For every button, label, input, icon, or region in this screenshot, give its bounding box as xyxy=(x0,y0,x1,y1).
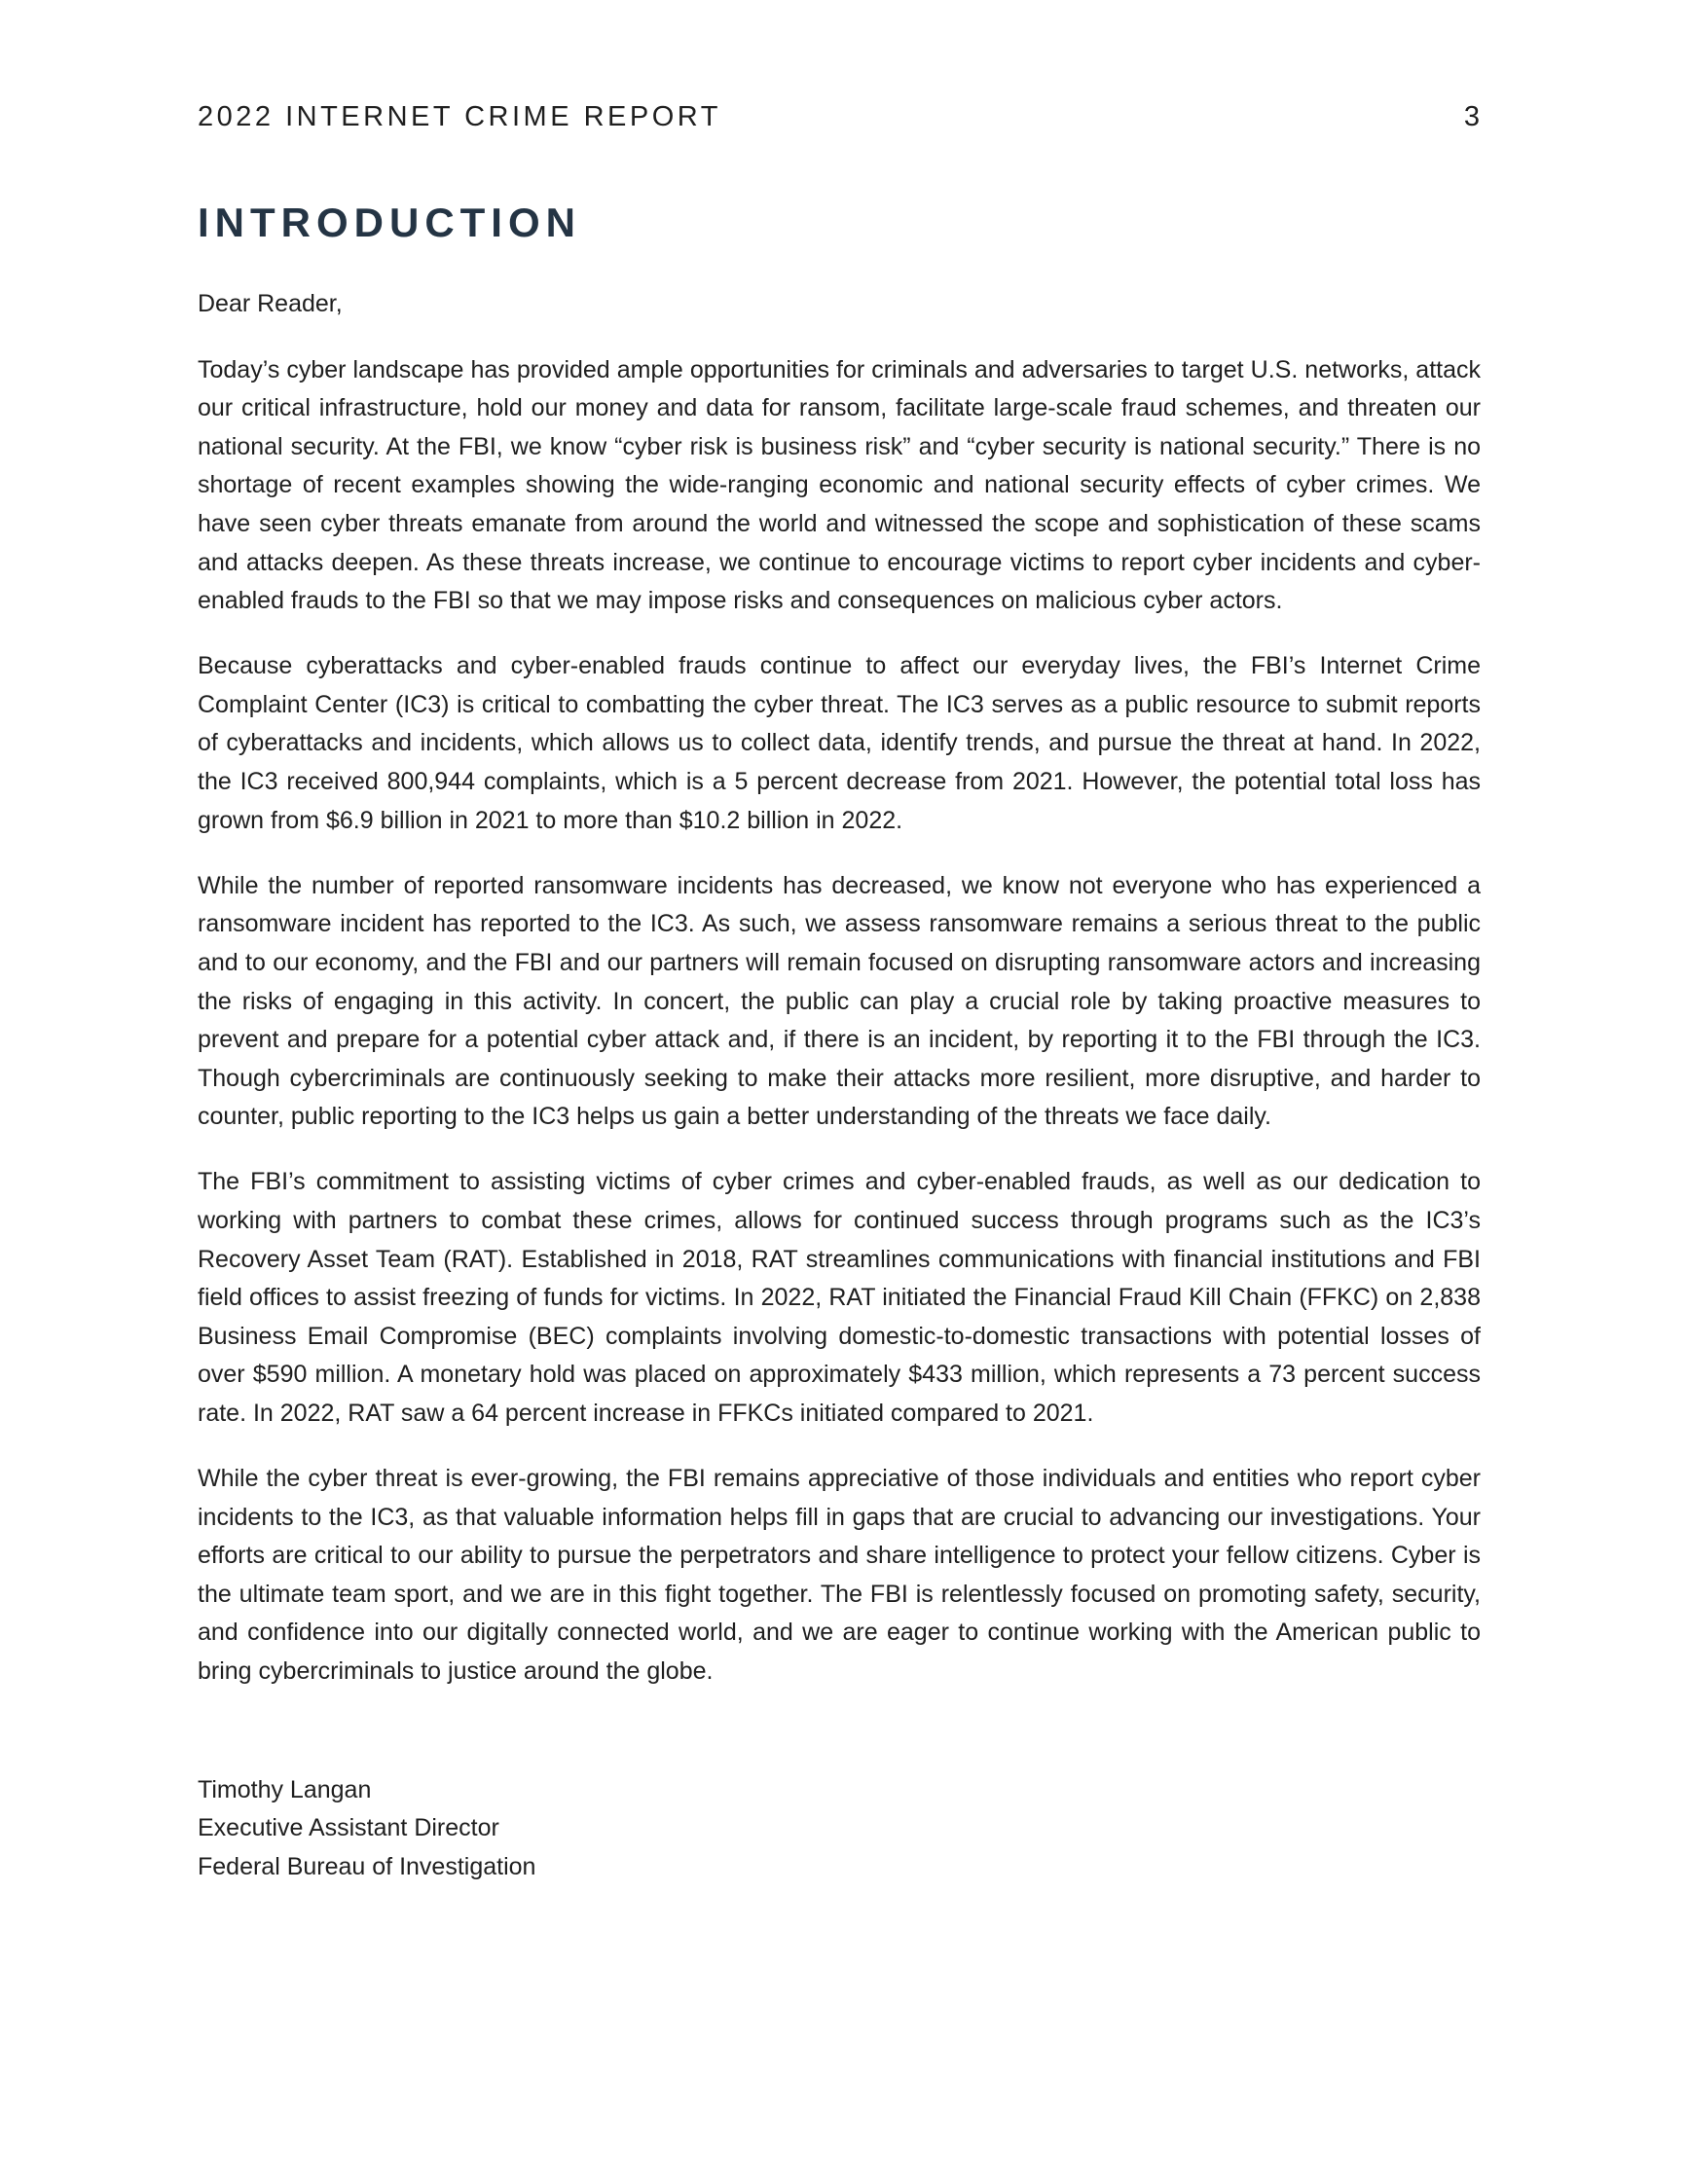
page-number: 3 xyxy=(1463,101,1480,132)
letter-body xyxy=(198,285,1481,1886)
signatory-title: Executive Assistant Director xyxy=(198,1814,499,1842)
section-title: INTRODUCTION xyxy=(198,200,581,245)
running-header xyxy=(198,101,1480,133)
paragraph: The FBI’s commitment to assisting victims of cyber crimes and cyber-enabled frauds, as well as our dedication to working with partners to combat these crimes, allows for continued success through programs such as the IC3’s Recovery Asset Team (RAT). Established in 2018, RAT streamlines communications with financial institutions and FBI field offices to assist freezing of funds for victims. In 2022, RAT initiated the Financial Fraud Kill Chain (FFKC) on 2,838 Business Email Compromise (BEC) complaints involving domestic-to-domestic transactions with potential losses of over $590 million. A monetary hold was placed on approximately $433 million, which represents a 73 percent success rate. In 2022, RAT saw a 64 percent increase in FFKCs initiated compared to 2021. xyxy=(198,1168,1481,1427)
paragraph: Today’s cyber landscape has provided ample opportunities for criminals and adversaries to target U.S. networks, attack our critical infrastructure, hold our money and data for ransom, facilitate large-scale fraud schemes, and threaten our national security. At the FBI, we know “cyber risk is business risk” and “cyber security is national security.” There is no shortage of recent examples showing the wide-ranging economic and national security effects of cyber crimes. We have seen cyber threats emanate from around the world and witnessed the scope and sophistication of these scams and attacks deepen. As these threats increase, we continue to encourage victims to report cyber incidents and cyber-enabled frauds to the FBI so that we may impose risks and consequences on malicious cyber actors. xyxy=(198,355,1481,615)
paragraph: While the number of reported ransomware incidents has decreased, we know not everyone who has experienced a ransomware incident has reported to the IC3. As such, we assess ransomware remains a serious threat to the public and to our economy, and the FBI and our partners will remain focused on disrupting ransomware actors and increasing the risks of engaging in this activity. In concert, the public can play a crucial role by taking proactive measures to prevent and prepare for a potential cyber attack and, if there is an incident, by reporting it to the FBI through the IC3. Though cybercriminals are continuously seeking to make their attacks more resilient, more disruptive, and harder to counter, public reporting to the IC3 helps us gain a better understanding of the threats we face daily. xyxy=(198,871,1481,1131)
paragraph: While the cyber threat is ever-growing, the FBI remains appreciative of those individuals and entities who report cyber incidents to the IC3, as that valuable information helps fill in gaps that are crucial to advancing our investigations. Your efforts are critical to our ability to pursue the perpetrators and share intelligence to protect your fellow citizens. Cyber is the ultimate team sport, and we are in this fight together. The FBI is relentlessly focused on promoting safety, security, and confidence into our digitally connected world, and we are eager to continue working with the American public to bring cybercriminals to justice around the globe. xyxy=(198,1465,1481,1685)
salutation: Dear Reader, xyxy=(198,290,343,317)
signatory-organization: Federal Bureau of Investigation xyxy=(198,1852,536,1880)
signature-block xyxy=(198,1771,1481,1887)
paragraph: Because cyberattacks and cyber-enabled frauds continue to affect our everyday lives, the FBI’s Internet Crime Complaint Center (IC3) is critical to combatting the cyber threat. The IC3 serves as a public resource to submit reports of cyberattacks and incidents, which allows us to collect data, identify trends, and pursue the threat at hand. In 2022, the IC3 received 800,944 complaints, which is a 5 percent decrease from 2021. However, the potential total loss has grown from $6.9 billion in 2021 to more than $10.2 billion in 2022. xyxy=(198,652,1481,834)
report-title: 2022 INTERNET CRIME REPORT xyxy=(198,101,721,132)
signatory-name: Timothy Langan xyxy=(198,1775,372,1803)
